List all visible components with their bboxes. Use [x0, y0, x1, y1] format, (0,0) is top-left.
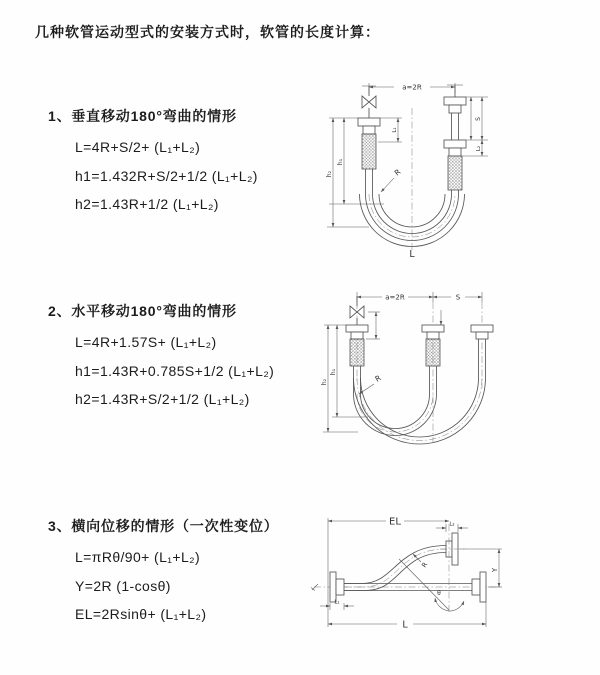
section-1: [48, 106, 258, 219]
braided-hose-section: [426, 339, 440, 366]
dim-label-a2r: a=2R: [385, 293, 405, 302]
radius-leader: [381, 167, 402, 192]
radius-leader: [359, 373, 383, 394]
dim-label-el: EL: [389, 516, 401, 528]
dim-label-l2: L₂: [476, 145, 482, 152]
section-2: [48, 301, 274, 414]
dim-label-r: R: [420, 560, 430, 570]
dim-label-h2: h₂: [326, 170, 333, 178]
dim-label-r: R: [373, 373, 383, 384]
section-3: [48, 516, 279, 629]
left-pipe-valve-assembly: [358, 86, 380, 169]
braided-hose-section: [448, 156, 462, 190]
dim-label-l: L: [409, 249, 415, 260]
hose-u-bends: [354, 366, 486, 444]
dim-a2r: [369, 83, 455, 94]
left-flange: [330, 572, 344, 602]
right-pipe-assembly: [444, 85, 466, 190]
section-2-formula-L: L=4R+1.57S+ (L₁+L₂): [75, 334, 217, 350]
dim-label-l1: L₁: [334, 599, 340, 606]
dim-l2: [436, 522, 468, 533]
dim-label-s: S: [475, 117, 482, 121]
section-1-formula-h2: h2=1.43R+1/2 (L₁+L₂): [75, 196, 219, 212]
dim-a2r-s: [357, 292, 482, 302]
section-1-formula-h1: h1=1.432R+S/2+1/2 (L₁+L₂): [75, 167, 258, 184]
section-2-formula-h2: h2=1.43R+S/2+1/2 (L₁+L₂): [75, 391, 250, 407]
section-2-formula-h1: h1=1.43R+0.785S+1/2 (L₁+L₂): [75, 362, 275, 379]
diagram-vertical-travel-hose: [312, 72, 592, 262]
dim-l1: [320, 600, 354, 611]
braided-hose-section: [362, 134, 376, 169]
dim-label-l2: L₂: [449, 521, 455, 528]
page-title: 几种软管运动型式的安装方式时，软管的长度计算：: [35, 24, 380, 40]
section-3-heading: 3、横向位移的情形（一次性变位）: [48, 518, 279, 534]
dim-label-theta: θ: [437, 590, 441, 597]
diagram-horizontal-travel-hose: [310, 282, 600, 452]
dim-l1: [378, 118, 402, 142]
dim-label-h1: h₁: [330, 368, 337, 376]
middle-pipe-assembly: [422, 325, 444, 366]
dim-label-l1: L₁: [392, 127, 398, 133]
displaced-hose-position: [344, 533, 466, 591]
dim-label-r: R: [392, 167, 403, 178]
dim-el: [328, 517, 449, 628]
dim-l: [328, 599, 486, 631]
valve-icon: [350, 306, 357, 318]
dim-label-h2: h₂: [321, 378, 328, 386]
section-3-formula-EL: EL=2Rsinθ+ (L₁+L₂): [75, 606, 207, 622]
section-1-formula-L: L=4R+S/2+ (L₁+L₂): [75, 139, 201, 155]
section-3-formula-L: L=πRθ/90+ (L₁+L₂): [75, 549, 201, 565]
dim-label-y: Y: [491, 567, 499, 573]
braided-hose-section: [350, 339, 364, 366]
section-1-heading: 1、垂直移动180°弯曲的情形: [48, 108, 237, 124]
dim-label-l: L: [402, 619, 408, 631]
section-2-heading: 2、水平移动180°弯曲的情形: [48, 303, 237, 319]
dim-label-s: S: [455, 293, 461, 302]
section-3-formula-Y: Y=2R (1-cosθ): [75, 577, 171, 594]
dim-label-h1: h₁: [337, 158, 344, 166]
diagram-lateral-displacement-hose: [300, 502, 600, 642]
dim-label-a2r: a=2R: [402, 83, 422, 92]
valve-icon: [362, 96, 369, 108]
